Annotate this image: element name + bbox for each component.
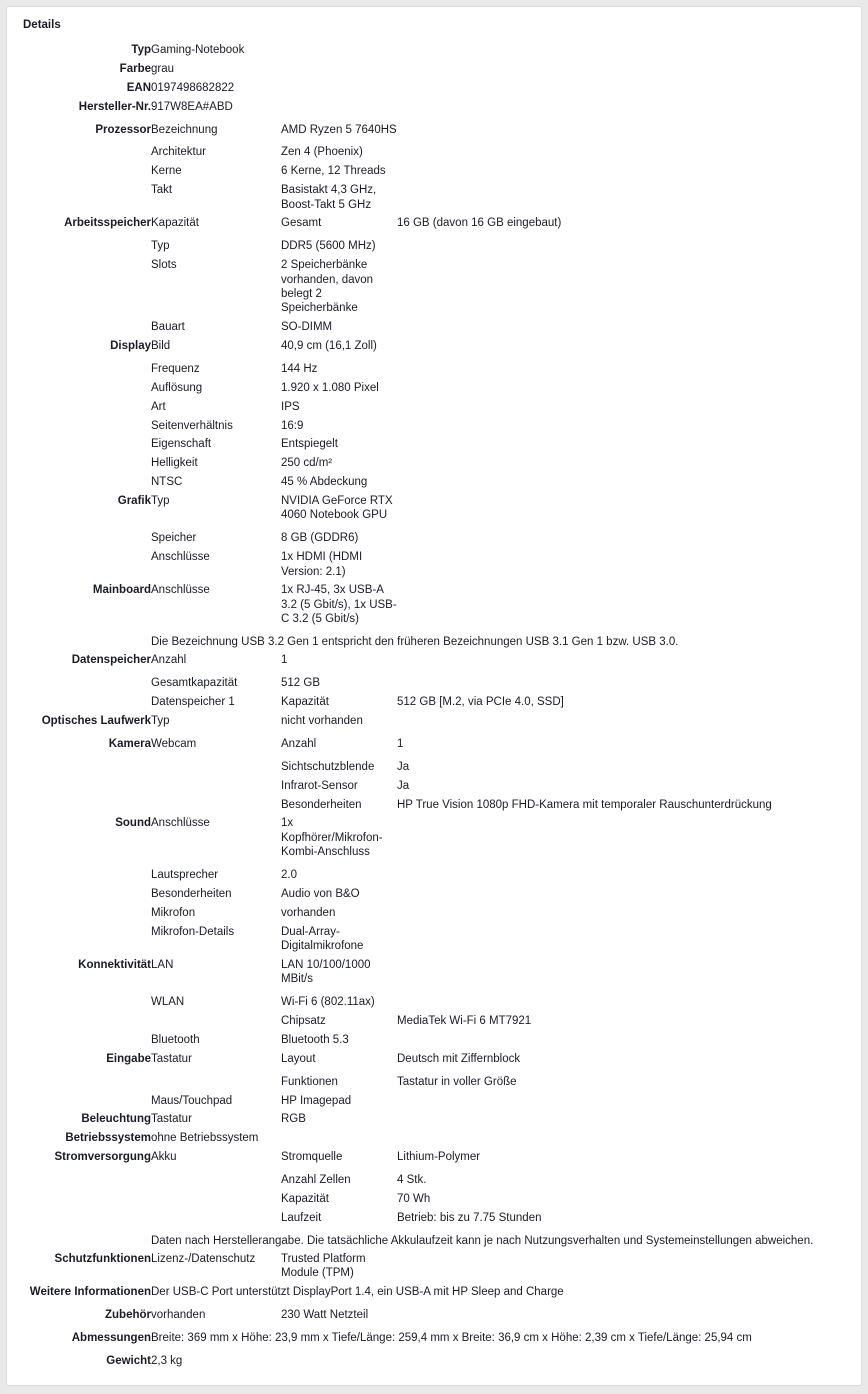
row-key-label: grau	[151, 62, 175, 75]
row-value	[397, 318, 847, 337]
table-row	[21, 379, 847, 398]
table-row	[21, 256, 847, 318]
row-sub-label: Kapazität	[281, 696, 329, 709]
table-row	[21, 1283, 847, 1302]
table-row	[21, 885, 847, 904]
table-row	[21, 525, 847, 548]
row-sub-label: nicht vorhanden	[281, 715, 363, 727]
table-row	[21, 814, 847, 862]
row-sub-label: Gesamt	[281, 217, 322, 230]
row-value	[397, 581, 847, 629]
row-value: MediaTek Wi-Fi 6 MT7921	[397, 1015, 532, 1027]
row-group-label	[21, 139, 151, 162]
row-sub-label: Chipsatz	[281, 1015, 326, 1027]
row-value: 4 Stk.	[397, 1174, 427, 1186]
table-row	[21, 862, 847, 885]
row-value	[397, 60, 847, 79]
row-sub-label: 16:9	[281, 419, 304, 432]
row-group-label: Zubehör	[105, 1309, 151, 1322]
table-row	[21, 1050, 847, 1069]
row-value	[397, 1031, 847, 1050]
row-key-label: Auflösung	[151, 381, 203, 394]
row-key-label: Bezeichnung	[151, 123, 218, 136]
row-key-label: ohne Betriebssystem	[151, 1132, 259, 1145]
row-group-label: Datenspeicher	[71, 654, 151, 667]
table-row	[21, 581, 847, 629]
row-value	[397, 651, 847, 670]
row-sub-label	[281, 79, 397, 98]
row-value	[397, 956, 847, 989]
row-value	[397, 1092, 847, 1111]
table-row	[21, 1069, 847, 1092]
table-row	[21, 454, 847, 473]
row-key-label: Anzahl	[151, 654, 187, 667]
table-row	[21, 233, 847, 256]
table-row	[21, 1092, 847, 1111]
row-group-label: Abmessungen	[71, 1332, 151, 1344]
row-sub-label: 230 Watt Netzteil	[281, 1309, 369, 1322]
row-value	[397, 337, 847, 356]
row-note: Daten nach Herstellerangabe. Die tatsächliche Akkulaufzeit kann je nach Nutzungsverhalten und Systemeinstellungen abweichen.	[151, 1234, 814, 1247]
table-row	[21, 904, 847, 923]
row-key-label: Frequenz	[151, 362, 200, 375]
row-sub-label: 40,9 cm (16,1 Zoll)	[281, 340, 377, 352]
row-sub-label: 512 GB	[281, 677, 320, 690]
row-key-label: Mikrofon	[151, 906, 196, 919]
row-key-label: Seitenverhältnis	[151, 419, 233, 432]
table-row	[21, 162, 847, 181]
row-sub-label: AMD Ryzen 5 7640HS	[281, 123, 397, 136]
row-group-label	[21, 473, 151, 492]
row-sub-label: Besonderheiten	[281, 798, 362, 811]
row-key-label: Bluetooth	[151, 1033, 200, 1046]
row-value	[397, 885, 847, 904]
row-sub-label: IPS	[281, 400, 300, 413]
row-group-label	[21, 693, 151, 712]
row-value	[397, 356, 847, 379]
table-row	[21, 79, 847, 98]
row-sub-label: Stromquelle	[281, 1151, 343, 1164]
row-key-label: WLAN	[151, 996, 185, 1009]
row-key-label: Webcam	[151, 737, 197, 750]
row-sub-label: Anzahl	[281, 737, 317, 750]
row-value	[397, 1250, 847, 1283]
row-sub-label: 8 GB (GDDR6)	[281, 532, 359, 545]
table-row	[21, 1348, 847, 1371]
row-group-label	[21, 1167, 151, 1190]
row-group-label	[21, 379, 151, 398]
row-group-label	[21, 181, 151, 214]
row-key-label: 917W8EA#ABD	[151, 100, 233, 113]
row-key-label: Helligkeit	[151, 457, 198, 470]
row-group-label: Mainboard	[92, 584, 151, 597]
table-row	[21, 651, 847, 670]
row-sub-label: HP Imagepad	[281, 1094, 352, 1107]
table-row	[21, 1302, 847, 1325]
table-row	[21, 693, 847, 712]
row-key-label: Tastatur	[151, 1052, 192, 1065]
specifications-body	[21, 41, 847, 1371]
row-group-label	[21, 398, 151, 417]
row-group-label: EAN	[126, 81, 151, 94]
row-group-label	[21, 1190, 151, 1209]
row-sub-label: 45 % Abdeckung	[281, 476, 368, 489]
row-group-label	[21, 356, 151, 379]
row-value	[397, 41, 847, 60]
row-key-label: Lautsprecher	[151, 869, 219, 881]
row-sub-label: Wi-Fi 6 (802.11ax)	[281, 996, 375, 1009]
row-value	[397, 162, 847, 181]
row-group-label	[21, 629, 151, 651]
table-row	[21, 492, 847, 525]
row-key-label: Besonderheiten	[151, 887, 232, 900]
table-row	[21, 139, 847, 162]
row-key-label: Der USB-C Port unterstützt DisplayPort 1.4, ein USB-A mit HP Sleep and Charge	[151, 1286, 564, 1299]
table-row	[21, 1031, 847, 1050]
row-value	[397, 398, 847, 417]
table-row	[21, 754, 847, 777]
row-sub-label: 1x RJ-45, 3x USB-A 3.2 (5 Gbit/s), 1x USB-C 3.2 (5 Gbit/s)	[281, 584, 397, 626]
table-row	[21, 989, 847, 1012]
row-group-label	[21, 435, 151, 454]
row-key-label: Speicher	[151, 532, 197, 545]
details-card	[6, 6, 862, 1386]
table-row	[21, 398, 847, 417]
row-sub-label: Layout	[281, 1052, 316, 1065]
row-group-label: Sound	[115, 817, 151, 830]
row-value: Lithium-Polymer	[397, 1151, 481, 1164]
row-value: 512 GB [M.2, via PCIe 4.0, SSD]	[397, 696, 564, 709]
row-value	[397, 1110, 847, 1129]
table-row	[21, 777, 847, 796]
row-group-label	[21, 777, 151, 796]
row-value	[397, 233, 847, 256]
row-group-label	[21, 862, 151, 885]
page-title: Details	[23, 19, 61, 31]
row-group-label	[21, 1031, 151, 1050]
row-group-label	[21, 525, 151, 548]
table-row	[21, 1110, 847, 1129]
table-row	[21, 712, 847, 731]
row-value: 16 GB (davon 16 GB eingebaut)	[397, 217, 562, 230]
row-group-label: Hersteller-Nr.	[78, 100, 151, 113]
row-key-label: Maus/Touchpad	[151, 1094, 233, 1107]
row-key-label: Mikrofon-Details	[151, 925, 235, 938]
row-group-label	[21, 548, 151, 581]
row-group-label	[21, 1012, 151, 1031]
table-row	[21, 318, 847, 337]
table-row	[21, 98, 847, 117]
row-sub-label: 144 Hz	[281, 362, 318, 375]
row-value	[397, 989, 847, 1012]
row-key-label: LAN	[151, 958, 174, 971]
row-sub-label: Bluetooth 5.3	[281, 1033, 349, 1046]
row-key-label: Kerne	[151, 165, 182, 178]
row-group-label	[21, 989, 151, 1012]
row-value	[397, 814, 847, 862]
row-sub-label: Infrarot-Sensor	[281, 779, 358, 792]
row-group-label: Betriebssystem	[65, 1132, 151, 1145]
row-group-label: Weitere Informationen	[29, 1286, 151, 1299]
table-row	[21, 731, 847, 754]
row-group-label	[21, 454, 151, 473]
row-value	[397, 904, 847, 923]
row-sub-label: 1	[281, 654, 288, 667]
row-key-label: Tastatur	[151, 1113, 192, 1126]
row-group-label	[21, 1092, 151, 1111]
table-row	[21, 1129, 847, 1148]
row-group-label: Beleuchtung	[81, 1113, 151, 1126]
row-key-label: Kapazität	[151, 217, 199, 230]
row-value	[397, 525, 847, 548]
row-key-label	[151, 796, 281, 815]
row-key-label	[151, 1167, 281, 1190]
row-key-label: Gesamtkapazität	[151, 677, 238, 690]
table-row	[21, 117, 847, 140]
row-value	[397, 181, 847, 214]
row-group-label	[21, 162, 151, 181]
row-key-label: Bild	[151, 340, 171, 352]
row-sub-label: 1.920 x 1.080 Pixel	[281, 381, 379, 394]
row-value: Ja	[397, 760, 410, 773]
row-key-label	[151, 1012, 281, 1031]
row-key-label: Lizenz-/Datenschutz	[151, 1253, 256, 1265]
row-sub-label: Sichtschutzblende	[281, 760, 375, 773]
row-group-label: Typ	[131, 44, 151, 56]
row-sub-label	[281, 60, 397, 79]
table-row	[21, 473, 847, 492]
row-value	[397, 417, 847, 436]
table-row	[21, 1325, 847, 1348]
row-value	[397, 1348, 847, 1371]
row-key-label: Akku	[151, 1151, 177, 1164]
row-group-label: Schutzfunktionen	[54, 1253, 151, 1265]
row-group-label	[21, 256, 151, 318]
row-value: 70 Wh	[397, 1192, 431, 1205]
row-value: Ja	[397, 779, 410, 792]
row-key-label: Takt	[151, 184, 173, 197]
row-key-label	[151, 777, 281, 796]
row-sub-label: Basistakt 4,3 GHz, Boost-Takt 5 GHz	[281, 184, 377, 211]
row-sub-label: Kapazität	[281, 1192, 329, 1205]
row-value	[397, 454, 847, 473]
row-key-label: Typ	[151, 715, 170, 727]
table-row	[21, 796, 847, 815]
row-key-label: Typ	[151, 495, 170, 507]
row-value	[397, 117, 847, 140]
row-group-label: Stromversorgung	[54, 1151, 151, 1164]
row-sub-label: Dual-Array-Digitalmikrofone	[281, 925, 364, 952]
row-group-label: Kamera	[108, 737, 151, 750]
row-value: Deutsch mit Ziffernblock	[397, 1052, 521, 1065]
table-row	[21, 1012, 847, 1031]
table-row	[21, 41, 847, 60]
row-group-label: Grafik	[117, 495, 151, 507]
row-key-label: NTSC	[151, 476, 183, 489]
table-row	[21, 670, 847, 693]
table-row	[21, 60, 847, 79]
row-sub-label	[281, 98, 397, 117]
row-value	[397, 79, 847, 98]
table-row	[21, 1167, 847, 1190]
table-row	[21, 548, 847, 581]
row-group-label	[21, 1228, 151, 1250]
row-sub-label: LAN 10/100/1000 MBit/s	[281, 958, 371, 986]
row-value	[397, 256, 847, 318]
row-note: Die Bezeichnung USB 3.2 Gen 1 entspricht den früheren Bezeichnungen USB 3.1 Gen 1 bzw. USB 3.0.	[151, 636, 679, 648]
row-sub-label: 250 cd/m²	[281, 457, 333, 470]
row-sub-label: Zen 4 (Phoenix)	[281, 146, 363, 159]
row-value	[397, 379, 847, 398]
row-group-label: Prozessor	[95, 123, 151, 136]
table-row	[21, 1190, 847, 1209]
row-group-label: Eingabe	[106, 1052, 151, 1065]
specifications-table	[21, 41, 847, 1371]
row-group-label	[21, 754, 151, 777]
row-value: Tastatur in voller Größe	[397, 1075, 517, 1088]
row-group-label: Optisches Laufwerk	[41, 715, 151, 727]
row-value	[397, 98, 847, 117]
row-key-label: Anschlüsse	[151, 551, 210, 564]
row-sub-label: 2 Speicherbänke vorhanden, davon belegt 2 Speicherbänke	[281, 259, 374, 315]
row-group-label: Gewicht	[106, 1354, 151, 1367]
row-key-label: Slots	[151, 259, 177, 272]
row-value	[397, 548, 847, 581]
row-key-label: Datenspeicher 1	[151, 696, 235, 709]
row-value	[397, 923, 847, 956]
row-sub-label: DDR5 (5600 MHz)	[281, 240, 376, 253]
row-value	[397, 1302, 847, 1325]
row-sub-label: vorhanden	[281, 906, 336, 919]
row-key-label: Breite: 369 mm x Höhe: 23,9 mm x Tiefe/Länge: 259,4 mm x Breite: 36,9 cm x Höhe: 2,39 cm x Tiefe/Länge: 25,94 cm	[151, 1332, 752, 1344]
row-value	[397, 712, 847, 731]
table-row	[21, 1209, 847, 1228]
row-key-label	[151, 1209, 281, 1228]
row-sub-label: RGB	[281, 1113, 306, 1126]
row-key-label: Bauart	[151, 321, 185, 334]
table-row	[21, 1250, 847, 1283]
row-group-label: Arbeitsspeicher	[64, 217, 151, 230]
row-value	[397, 139, 847, 162]
row-sub-label: SO-DIMM	[281, 321, 333, 334]
row-value	[397, 473, 847, 492]
table-row	[21, 356, 847, 379]
row-value	[397, 670, 847, 693]
row-group-label	[21, 796, 151, 815]
row-value: HP True Vision 1080p FHD-Kamera mit temporaler Rauschunterdrückung	[397, 798, 772, 811]
row-value: 1	[397, 737, 404, 750]
table-row	[21, 1148, 847, 1167]
row-sub-label	[281, 41, 397, 60]
row-value	[397, 1129, 847, 1148]
row-group-label	[21, 1069, 151, 1092]
row-key-label: Eigenschaft	[151, 438, 212, 451]
row-key-label: Anschlüsse	[151, 584, 210, 597]
row-group-label	[21, 923, 151, 956]
row-group-label: Konnektivität	[78, 958, 151, 971]
row-sub-label: Anzahl Zellen	[281, 1174, 351, 1186]
row-group-label	[21, 318, 151, 337]
row-sub-label: 1x Kopfhörer/Mikrofon-Kombi-Anschluss	[281, 817, 383, 859]
row-sub-label: 2.0	[281, 869, 297, 881]
row-value: Betrieb: bis zu 7.75 Stunden	[397, 1211, 542, 1224]
row-group-label	[21, 233, 151, 256]
row-sub-label: Laufzeit	[281, 1211, 322, 1224]
row-group-label: Display	[110, 340, 151, 352]
row-sub-label: Entspiegelt	[281, 438, 338, 451]
table-row	[21, 435, 847, 454]
row-group-label: Farbe	[119, 62, 151, 75]
table-row	[21, 181, 847, 214]
row-group-label	[21, 670, 151, 693]
row-value	[397, 862, 847, 885]
row-key-label: Art	[151, 400, 166, 413]
row-sub-label	[281, 1348, 397, 1371]
row-key-label: Anschlüsse	[151, 817, 210, 830]
row-group-label	[21, 885, 151, 904]
row-sub-label: Funktionen	[281, 1075, 338, 1088]
row-key-label: 2,3 kg	[151, 1354, 183, 1367]
row-sub-label: 6 Kerne, 12 Threads	[281, 165, 386, 178]
row-value	[397, 492, 847, 525]
row-group-label	[21, 417, 151, 436]
row-key-label: vorhanden	[151, 1309, 206, 1322]
table-row	[21, 214, 847, 233]
table-row	[21, 923, 847, 956]
row-sub-label: Audio von B&O	[281, 887, 360, 900]
table-row	[21, 1228, 847, 1250]
row-group-label	[21, 1209, 151, 1228]
row-key-label	[151, 1190, 281, 1209]
row-sub-label: Trusted Platform Module (TPM)	[281, 1253, 366, 1280]
row-value	[397, 435, 847, 454]
row-key-label: Architektur	[151, 146, 206, 159]
row-sub-label: 1x HDMI (HDMI Version: 2.1)	[281, 551, 363, 578]
table-row	[21, 337, 847, 356]
row-key-label	[151, 1069, 281, 1092]
table-row	[21, 629, 847, 651]
table-row	[21, 956, 847, 989]
row-group-label	[21, 904, 151, 923]
row-key-label: Typ	[151, 240, 170, 253]
row-key-label	[151, 754, 281, 777]
row-sub-label	[281, 1129, 397, 1148]
row-key-label: 0197498682822	[151, 81, 235, 94]
table-row	[21, 417, 847, 436]
row-key-label: Gaming-Notebook	[151, 44, 245, 56]
row-sub-label: NVIDIA GeForce RTX 4060 Notebook GPU	[281, 495, 393, 522]
